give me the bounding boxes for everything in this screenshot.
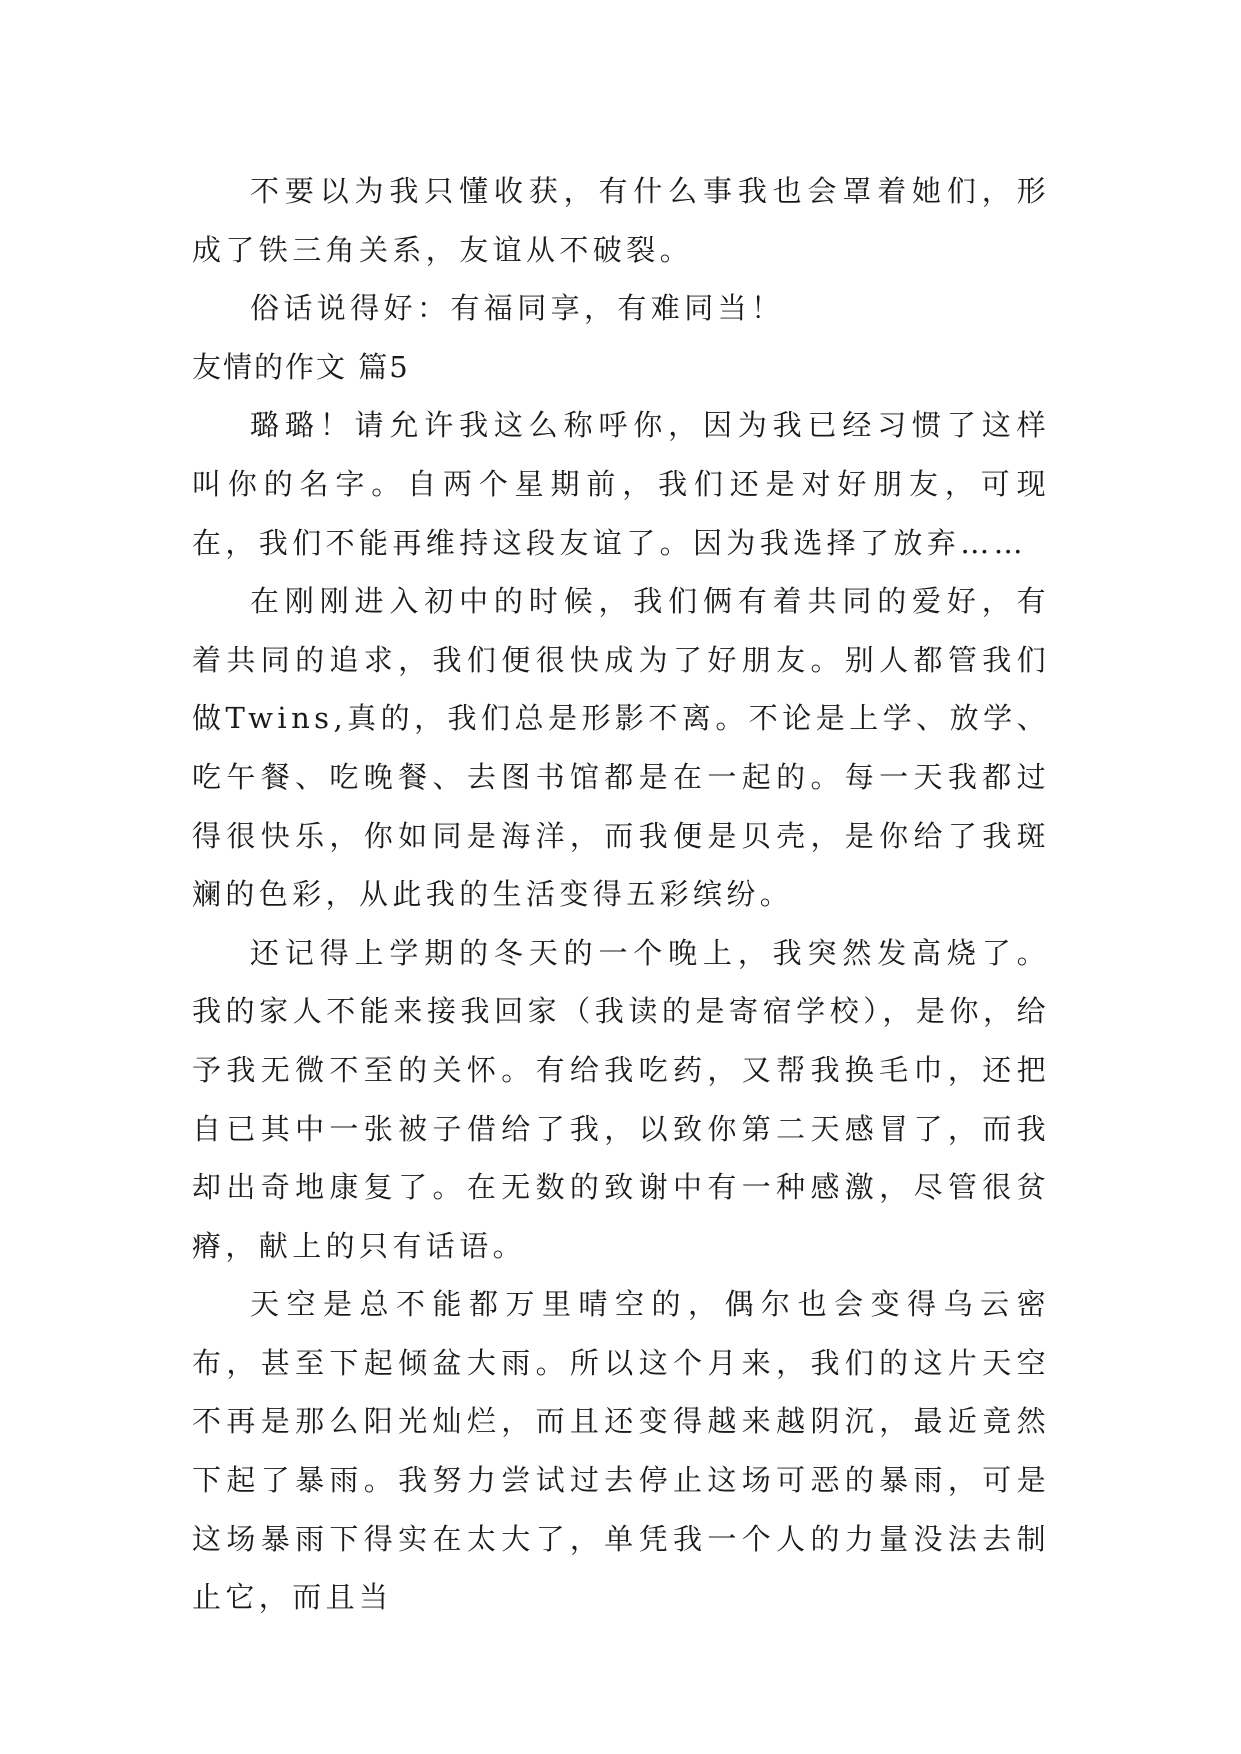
paragraph: 俗话说得好：有福同享，有难同当！ — [250, 291, 785, 326]
paragraph: 不要以为我只懂收获，有什么事我也会罩着她们，形成了铁三角关系，友谊从不破裂。 — [192, 174, 1050, 267]
paragraph: 还记得上学期的冬天的一个晚上，我突然发高烧了。我的家人不能来接我回家（我读的是寄宿学校），是你，给予我无微不至的关怀。有给我吃药，又帮我换毛巾，还把自已其中一张被子借给了我，以致你第二天感冒了，而我却出奇地康复了。在无数的致谢中有一种感激，尽管很贫瘠，献上的只有话语。 — [192, 935, 1050, 1263]
paragraph: 璐璐！请允许我这么称呼你，因为我已经习惯了这样叫你的名字。自两个星期前，我们还是对好朋友，可现在，我们不能再维持这段友谊了。因为我选择了放弃…… — [192, 408, 1050, 560]
paragraph: 天空是总不能都万里晴空的，偶尔也会变得乌云密布，甚至下起倾盆大雨。所以这个月来，我们的这片天空不再是那么阳光灿烂，而且还变得越来越阴沉，最近竟然下起了暴雨。我努力尝试过去停止这场可恶的暴雨，可是这场暴雨下得实在太大了，单凭我一个人的力量没法去制止它，而且当 — [192, 1287, 1050, 1615]
section-title: 友情的作文 篇5 — [192, 349, 410, 384]
document-body — [192, 162, 1050, 1627]
paragraph: 在刚刚进入初中的时候，我们俩有着共同的爱好，有着共同的追求，我们便很快成为了好朋友。别人都管我们做Twins,真的，我们总是形影不离。不论是上学、放学、吃午餐、吃晚餐、去图书馆都是在一起的。每一天我都过得很快乐，你如同是海洋，而我便是贝壳，是你给了我斑斓的色彩，从此我的生活变得五彩缤纷。 — [192, 584, 1050, 912]
